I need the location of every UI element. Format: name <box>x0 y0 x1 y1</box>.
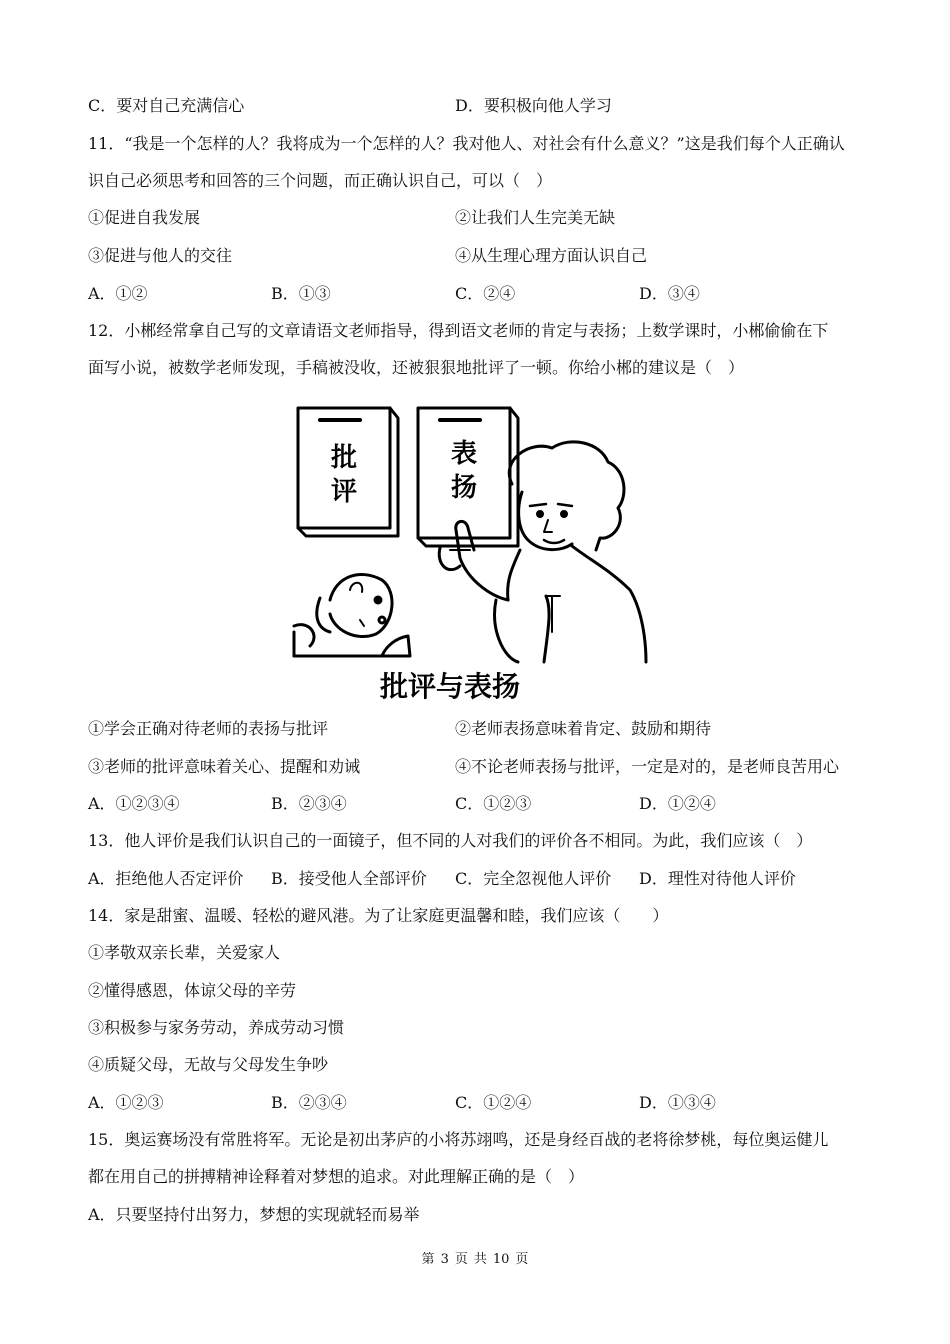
footer-label-ye: 页 <box>454 1252 468 1267</box>
q14-item-3: ③积极参与家务劳动，养成劳动习惯 <box>88 1018 345 1037</box>
q12-option-d: D．①②④ <box>639 794 716 813</box>
footer-label-gong: 共 <box>473 1252 487 1267</box>
q10-option-d: D．要积极向他人学习 <box>455 96 612 115</box>
q11-option-b: B．①③ <box>271 284 331 303</box>
q11-option-d: D．③④ <box>639 284 700 303</box>
q11-option-a: A．①② <box>88 284 148 303</box>
q11-item-2: ②让我们人生完美无缺 <box>455 208 616 227</box>
q12-stem-line2: 面写小说，被数学老师发现，手稿被没收，还被狠狠地批评了一顿。你给小郴的建议是（ ） <box>88 358 745 377</box>
q10-option-c: C．要对自己充满信心 <box>88 96 245 115</box>
q11-item-3: ③促进与他人的交往 <box>88 246 233 265</box>
board-left-label-top: 批 <box>330 443 358 473</box>
q14-option-d: D．①③④ <box>639 1093 716 1112</box>
teacher-hair <box>509 442 624 550</box>
figure-caption: 批评与表扬 <box>379 670 521 703</box>
teacher-arm <box>456 521 508 600</box>
q14-option-a: A．①②③ <box>88 1093 164 1112</box>
q11-option-c: C．②④ <box>455 284 516 303</box>
q14-option-c: C．①②④ <box>455 1093 532 1112</box>
q12-option-a: A．①②③④ <box>88 794 180 813</box>
teacher-body <box>572 546 646 662</box>
q13-option-a: A．拒绝他人否定评价 <box>88 869 244 888</box>
footer-label-ye2: 页 <box>515 1252 529 1267</box>
q12-option-b: B．②③④ <box>271 794 347 813</box>
q13-stem: 13．他人评价是我们认识自己的一面镜子，但不同的人对我们的评价各不相同。为此，我们应该（ ） <box>88 831 813 850</box>
board-right-label-top: 表 <box>450 439 478 469</box>
q15-stem-line1: 15．奥运赛场没有常胜将军。无论是初出茅庐的小将苏翊鸣，还是身经百战的老将徐梦桃，每位奥运健儿 <box>88 1130 829 1149</box>
q14-item-4: ④质疑父母，无故与父母发生争吵 <box>88 1055 329 1074</box>
q13-option-d: D．理性对待他人评价 <box>639 869 796 888</box>
q12-option-c: C．①②③ <box>455 794 532 813</box>
footer-label-di: 第 <box>421 1252 435 1267</box>
q12-item-1: ①学会正确对待老师的表扬与批评 <box>88 719 329 738</box>
board-right-label-bottom: 扬 <box>450 473 478 503</box>
q14-option-b: B．②③④ <box>271 1093 347 1112</box>
q15-option-a: A．只要坚持付出努力，梦想的实现就轻而易举 <box>88 1205 420 1224</box>
q11-item-1: ①促进自我发展 <box>88 208 201 227</box>
footer-page-number: 3 <box>440 1252 449 1267</box>
q11-stem-line2: 识自己必须思考和回答的三个问题，而正确认识自己，可以（ ） <box>88 171 553 190</box>
q12-stem-line1: 12．小郴经常拿自己写的文章请语文老师指导，得到语文老师的肯定与表扬；上数学课时，小郴偷偷在下 <box>88 321 829 340</box>
q11-stem-line1: 11．“我是一个怎样的人？我将成为一个怎样的人？我对他人、对社会有什么意义？”这是我们每个人正确认 <box>88 134 845 153</box>
criticism-praise-illustration <box>290 400 660 710</box>
q11-item-4: ④从生理心理方面认识自己 <box>455 246 648 265</box>
q13-option-b: B．接受他人全部评价 <box>271 869 427 888</box>
q12-item-3: ③老师的批评意味着关心、提醒和劝诫 <box>88 757 361 776</box>
page-footer <box>0 1248 950 1267</box>
q13-option-c: C．完全忽视他人评价 <box>455 869 612 888</box>
q14-stem: 14．家是甜蜜、温暖、轻松的避风港。为了让家庭更温馨和睦，我们应该（ ） <box>88 906 669 925</box>
q12-item-4: ④不论老师表扬与批评，一定是对的，是老师良苦用心 <box>455 757 840 776</box>
q14-item-2: ②懂得感恩，体谅父母的辛劳 <box>88 981 297 1000</box>
q15-stem-line2: 都在用自己的拼搏精神诠释着对梦想的追求。对此理解正确的是（ ） <box>88 1167 585 1186</box>
q12-item-2: ②老师表扬意味着肯定、鼓励和期待 <box>455 719 712 738</box>
q14-item-1: ①孝敬双亲长辈，关爱家人 <box>88 943 281 962</box>
footer-total-pages: 10 <box>492 1252 510 1267</box>
board-left-label-bottom: 评 <box>330 477 358 507</box>
